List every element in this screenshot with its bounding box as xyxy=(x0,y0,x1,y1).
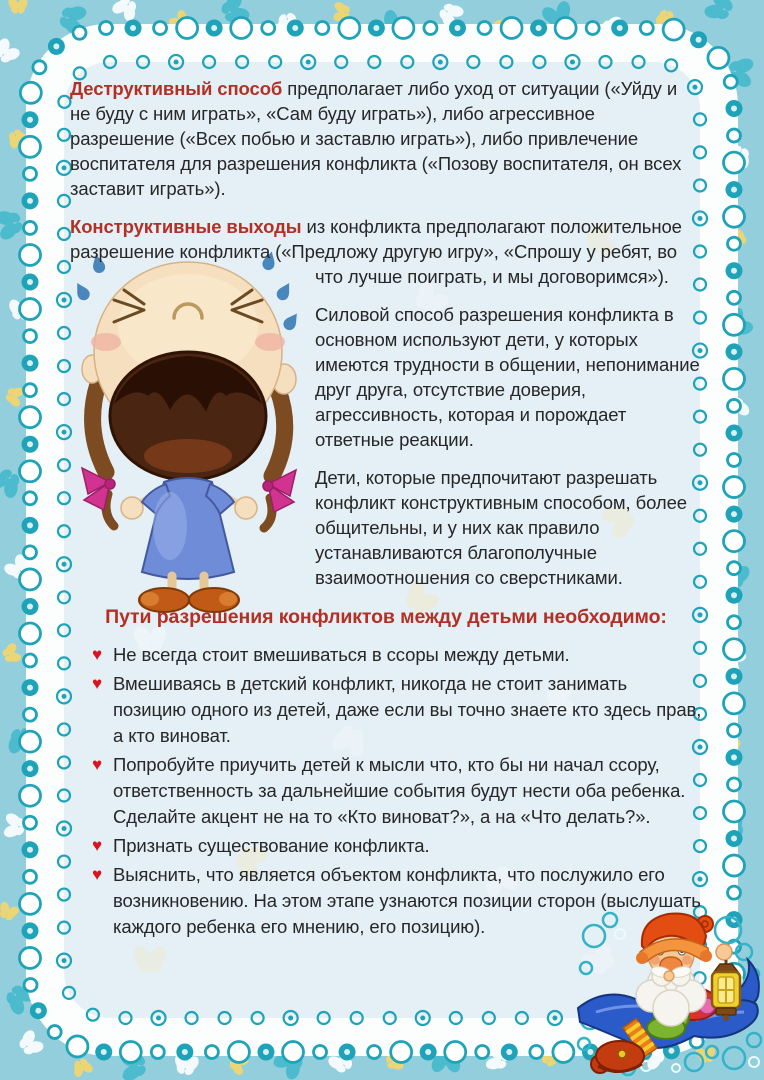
paragraph-lead-destructive: Деструктивный способ xyxy=(70,78,283,99)
paragraph-text: Силовой способ разрешения конфликта в основном используют дети, у которых имеются трудности в общении, непонимание друг друга, отсутствие доверия, агрессивность, которая и порождает ответные реакции. xyxy=(315,304,700,450)
gnome-illustration xyxy=(576,908,764,1080)
heart-bullet-icon: ♥ xyxy=(92,836,102,855)
paragraph-text: из конфликта предполагают положительное разрешение конфликта («Предложу другую игру», «Спрошу у ребят, xyxy=(70,216,682,262)
heart-bullet-icon: ♥ xyxy=(92,755,102,774)
list-item xyxy=(92,833,702,859)
lantern-icon xyxy=(712,960,740,1021)
crying-child-illustration xyxy=(70,244,307,584)
heart-bullet-icon: ♥ xyxy=(92,865,102,884)
list-item xyxy=(92,671,702,749)
paragraph-text: предполагает либо уход от ситуации («Уйду и не буду с ним играть», «Сам буду играть»), либо агрессивное разрешение («Всех побью и заставлю играть»), либо привлечение воспитателя для разрешения конфликта («Позову воспитателя, он всех заставит играть»). xyxy=(70,78,682,199)
content-area xyxy=(70,64,702,1044)
paragraph-destructive-way xyxy=(70,76,702,201)
list-item-text: Признать существование конфликта. xyxy=(113,835,430,856)
list-item-text: Вмешиваясь в детский конфликт, никогда не стоит занимать позицию одного из детей, даже если вы точно знаете кто здесь прав, а кто виноват. xyxy=(113,673,702,746)
paragraph-text: во что лучше поиграть, и мы договоримся»). xyxy=(315,241,677,287)
paragraph-constructive-ways xyxy=(70,214,702,289)
list-heading: Пути разрешения конфликтов между детьми необходимо: xyxy=(105,606,667,628)
heart-bullet-icon: ♥ xyxy=(92,645,102,664)
advice-list xyxy=(70,642,702,940)
list-item-text: Попробуйте приучить детей к мысли что, кто бы ни начал ссору, ответственность за дальнейшие события будут нести оба ребенка. Сделайте акцент не на то «Кто виноват?», а на «Что делать?». xyxy=(113,754,686,827)
paragraph-text: Дети, которые предпочитают разрешать конфликт конструктивным способом, более общительны, и у них как правило устанавливаются благополучные взаимоотношения со сверстниками. xyxy=(315,467,687,588)
heart-bullet-icon: ♥ xyxy=(92,674,102,693)
paragraph-lead-constructive: Конструктивные выходы xyxy=(70,216,302,237)
red-boot-icon xyxy=(591,1041,644,1073)
list-item xyxy=(92,752,702,830)
list-item xyxy=(92,642,702,668)
list-item-text: Не всегда стоит вмешиваться в ссоры между детьми. xyxy=(113,644,570,665)
list-item-text: Выяснить, что является объектом конфликта, что послужило его возникновению. На этом этапе узнаются позиции сторон (выслушать каждого ребенка его мнению, его позицию). xyxy=(113,864,701,937)
